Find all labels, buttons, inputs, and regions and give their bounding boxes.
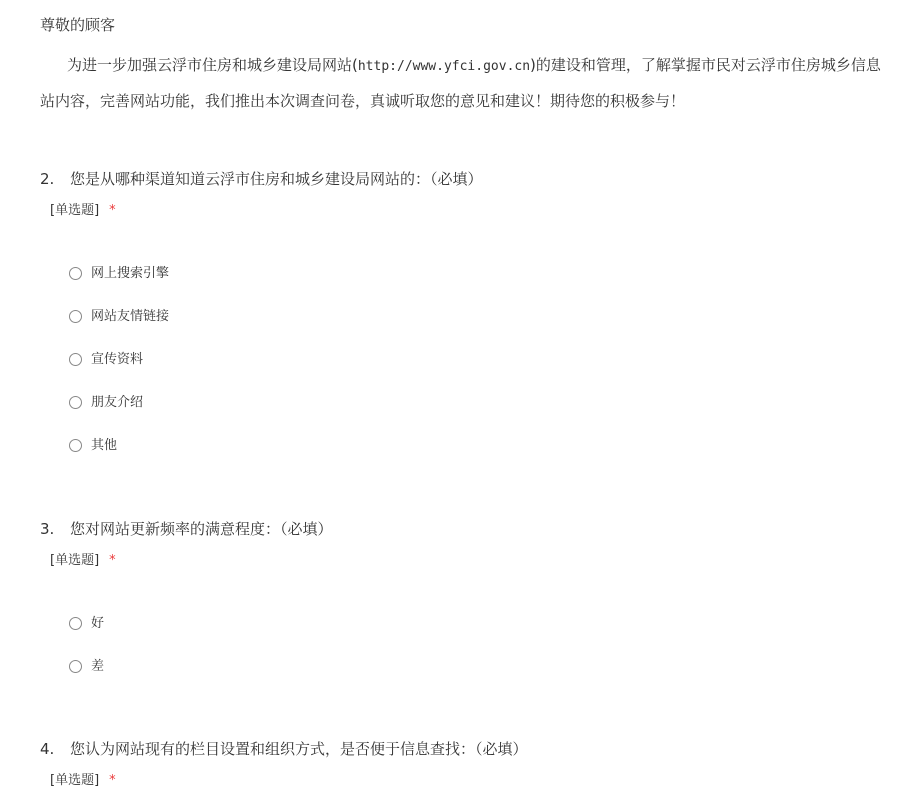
- question-text: 您是从哪种渠道知道云浮市住房和城乡建设局网站的：（必填）: [70, 170, 483, 188]
- intro-text-part1: 为进一步加强云浮市住房和城乡建设局网站(: [67, 56, 358, 74]
- question-title: [40, 517, 890, 541]
- option-label: 朋友介绍: [91, 395, 144, 410]
- options-list: [69, 614, 890, 700]
- radio-button[interactable]: [69, 310, 82, 323]
- question-number: 4.: [40, 740, 55, 758]
- question-title: [40, 737, 890, 761]
- question-number: 3.: [40, 520, 55, 538]
- required-mark: *: [109, 553, 116, 568]
- option-label: 网站友情链接: [91, 309, 170, 324]
- radio-button[interactable]: [69, 617, 82, 630]
- required-mark: *: [109, 773, 116, 788]
- intro-text-line2: 站内容，完善网站功能，我们推出本次调查问卷，真诚听取您的意见和建议！期待您的积极参与！: [40, 92, 686, 110]
- radio-button[interactable]: [69, 267, 82, 280]
- question-text: 您对网站更新频率的满意程度：（必填）: [70, 520, 333, 538]
- options-list: [69, 264, 890, 479]
- radio-option-friendly-link[interactable]: [69, 307, 890, 350]
- radio-button[interactable]: [69, 396, 82, 409]
- question-type: [50, 551, 890, 571]
- radio-button[interactable]: [69, 353, 82, 366]
- radio-option-search-engine[interactable]: [69, 264, 890, 307]
- radio-button[interactable]: [69, 439, 82, 452]
- radio-option-friend-referral[interactable]: [69, 393, 890, 436]
- question-3: [40, 517, 890, 700]
- radio-button[interactable]: [69, 660, 82, 673]
- option-label: 好: [91, 616, 105, 631]
- question-number: 2.: [40, 170, 55, 188]
- question-type-label: [单选题]: [50, 773, 100, 788]
- radio-option-bad[interactable]: [69, 657, 890, 700]
- intro-paragraph: [40, 48, 900, 118]
- option-label: 宣传资料: [91, 352, 144, 367]
- question-type: [50, 771, 890, 791]
- question-title: [40, 167, 890, 191]
- intro-url: http://www.yfci.gov.cn: [357, 59, 531, 74]
- question-type: [50, 201, 890, 221]
- question-type-label: [单选题]: [50, 553, 100, 568]
- question-type-label: [单选题]: [50, 203, 100, 218]
- option-label: 网上搜索引擎: [91, 266, 170, 281]
- question-text: 您认为网站现有的栏目设置和组织方式，是否便于信息查找：（必填）: [70, 740, 528, 758]
- greeting-text: 尊敬的顾客: [40, 16, 116, 34]
- required-mark: *: [109, 203, 116, 218]
- question-2: [40, 167, 890, 479]
- intro-text-part2: )的建设和管理，了解掌握市民对云浮市住房城乡信息: [530, 56, 881, 74]
- option-label: 差: [91, 659, 105, 674]
- question-4: [40, 737, 890, 791]
- option-label: 其他: [91, 438, 118, 453]
- radio-option-promo-material[interactable]: [69, 350, 890, 393]
- radio-option-other[interactable]: [69, 436, 890, 479]
- radio-option-good[interactable]: [69, 614, 890, 657]
